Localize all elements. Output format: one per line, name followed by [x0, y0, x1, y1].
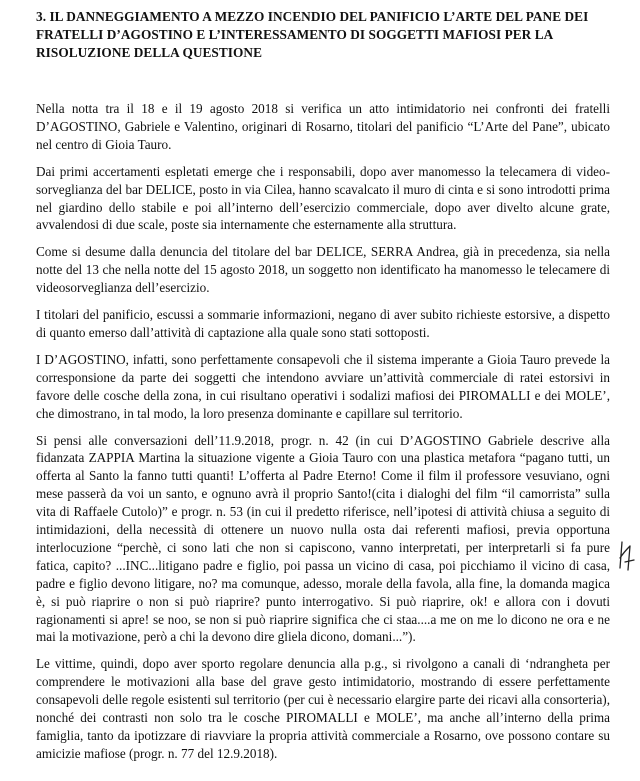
paragraph-bar-delice-complaint: Come si desume dalla denuncia del titolare del bar DELICE, SERRA Andrea, già in precedenza, sia nella notte del 13 che nella notte del 15 agosto 2018, un soggetto non identificato ha manomesso le telecamere di videosorveglianza dell’esercizio. — [36, 244, 610, 296]
paragraph-intimidation-event: Nella notta tra il 18 e il 19 agosto 2018 si verifica un atto intimidatorio nei confronti dei fratelli D’AGOSTINO, Gabriele e Valentino, originari di Rosarno, titolari del panificio “L’Arte del Pane”, ubicato nel centro di Gioia Tauro. — [36, 101, 610, 152]
paragraph-owners-statements: I titolari del panificio, escussi a sommarie informazioni, negano di aver subito richieste estorsive, a dispetto di quanto emerso dall’attività di captazione alla quale sono stati sottoposti. — [36, 307, 610, 340]
paragraph-victims-response: Le vittime, quindi, dopo aver sporto regolare denuncia alla p.g., si rivolgono a canali di ‘ndrangheta per comprendere le motivazioni alla base del grave gesto intimidatorio, mostrando di essere perfettamente consapevoli delle regole esistenti sul territorio (per cui è necessario elargire parte dei ricavi alla consorteria), nonché dei contrasti non solo tra le cosche PIROMALLI e MOLE’, ma anche all’interno della prima famiglia, tanto da ipotizzare di riavviare la propria attività commerciale a Rosarno, ove possono contare su amicizie mafiose (progr. n. 77 del 12.9.2018). — [36, 656, 610, 761]
handwritten-initials — [616, 538, 638, 574]
paragraph-intercepted-conversations: Si pensi alle conversazioni dell’11.9.2018, progr. n. 42 (in cui D’AGOSTINO Gabriele descrive alla fidanzata ZAPPIA Martina la situazione vigente a Gioia Tauro con una plastica metafora “pagano tutti, un offerta al Santo la fanno tutti quanti! L’offerta al Padre Eterno! Come il film il professore vesuviano, ogni mese passerà da voi un santo, e ognuno avrà il proprio Santo!(cita i dialoghi del film “il camorrista” sulla vita di Raffaele Cutolo)” e progr. n. 53 (in cui il predetto riferisce, nell’ipotesi di attività chiusa a seguito di intimidazioni, della necessità di ottenere un nuovo nulla osta dai referenti mafiosi, previa opportuna interlocuzione “perchè, ci sono lati che non si capiscono, vanno interpretati, per interpretarli si fa pure fatica, capito? ...INC...litigano padre e figlio, poi passa un vicino di casa, poi picchiamo il vicino di casa, padre e figlio devono litigare, no? ma comunque, adesso, morale della favola, alla fine, la domanda magica è, si può riaprire o non si può riaprire? punto interrogativo. Si può riaprire, ok! e allora con i dovuti ragionamenti si apre! se noo, se non si può riaprire significa che ci staa....a me on me lo dicono ne ora e ne mai la motivazione, però a chi la devono dire gliela dicono, domani...”). — [36, 432, 610, 645]
document-page — [36, 8, 610, 772]
paragraph-extortion-system: I D’AGOSTINO, infatti, sono perfettamente consapevoli che il sistema imperante a Gioia Tauro prevede la corresponsione da parte dei soggetti che intendono avviare un’attività commerciale di ratei estorsivi in favore delle cosche della zona, in cui risultano operativi i sodalizi mafiosi dei PIROMALLI e dei MOLE’, che dimostrano, in tal modo, la loro presenza dominante e capillare sul territorio. — [36, 351, 610, 421]
paragraph-first-findings: Dai primi accertamenti espletati emerge che i responsabili, dopo aver manomesso la telecamera di video-sorveglianza del bar DELICE, posto in via Cilea, hanno scavalcato il muro di cinta e si sono introdotti prima nel giardino dello stabile e poi all’interno dell’esercizio commerciale, dopo aver divelto alcune grate, avvalendosi di due scale, poste sia internamente che esternamente alla struttura. — [36, 163, 610, 233]
section-heading: 3. IL DANNEGGIAMENTO A MEZZO INCENDIO DEL PANIFICIO L’ARTE DEL PANE DEI FRATELLI D’AGOSTINO E L’INTERESSAMENTO DI SOGGETTI MAFIOSI PER LA RISOLUZIONE DELLA QUESTIONE — [36, 9, 589, 60]
